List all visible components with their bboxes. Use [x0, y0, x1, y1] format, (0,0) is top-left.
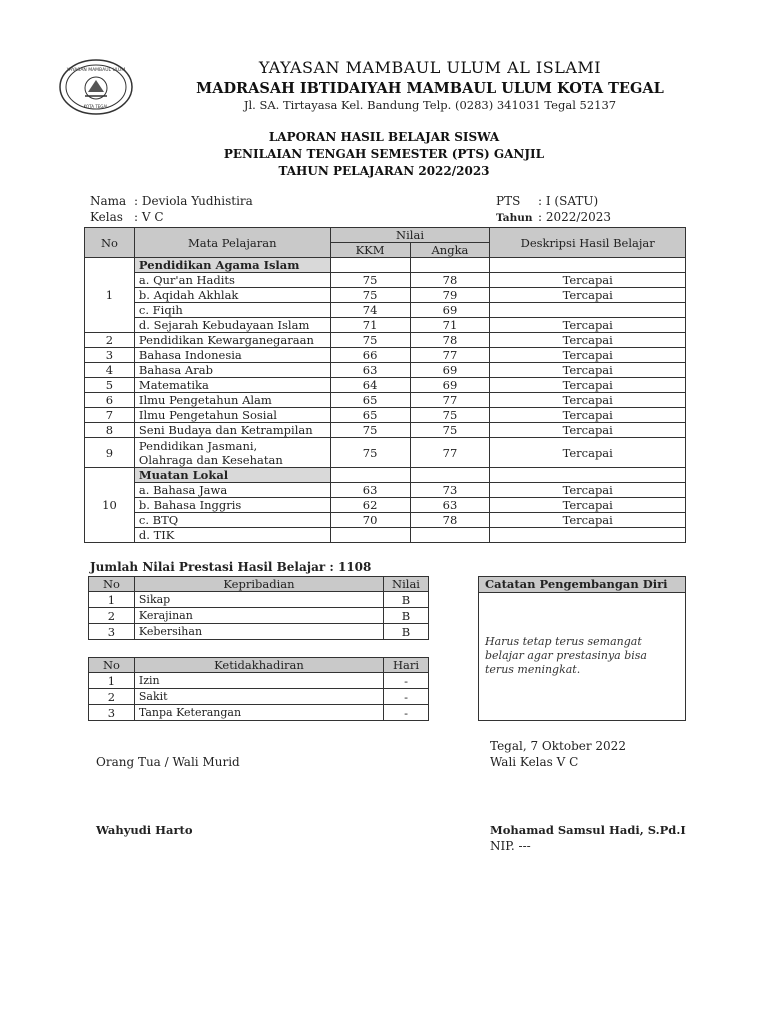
class-value: : V C — [134, 210, 164, 224]
personality-table: No Kepribadian Nilai 1 Sikap B 2 Kerajinan B 3 Kebersihan B — [88, 576, 429, 640]
notes-title: Catatan Pengembangan Diri — [479, 577, 685, 593]
table-row — [85, 258, 686, 273]
name-value: : Deviola Yudhistira — [134, 194, 253, 208]
table-row: d. Sejarah Kebudayaan Islam 71 71 Tercapai — [85, 318, 686, 333]
pts-row — [496, 194, 598, 208]
teacher-nip: NIP. --- — [490, 839, 531, 853]
head-nilai: Nilai — [330, 228, 490, 243]
note-line: belajar agar prestasinya bisa — [485, 649, 647, 662]
table-row: a. Bahasa Jawa 63 73 Tercapai — [85, 483, 686, 498]
parent-name: Wahyudi Harto — [96, 823, 193, 837]
row-no: 1 — [85, 258, 135, 333]
table-row: 1 Sikap B — [89, 592, 429, 608]
place-date: Tegal, 7 Oktober 2022 — [490, 739, 626, 753]
school-name: MADRASAH IBTIDAIYAH MAMBAUL ULUM KOTA TEGAL — [196, 80, 664, 97]
table-row: 3 Bahasa Indonesia 66 77 Tercapai — [85, 348, 686, 363]
report-title: LAPORAN HASIL BELAJAR SISWA — [268, 130, 500, 144]
table-row: b. Aqidah Akhlak 75 79 Tercapai — [85, 288, 686, 303]
teacher-label: Wali Kelas V C — [490, 755, 579, 769]
report-year: TAHUN PELAJARAN 2022/2023 — [278, 164, 490, 178]
table-row: 1 Izin - — [89, 673, 429, 689]
attendance-table: No Ketidakhadiran Hari 1 Izin - 2 Sakit - 3 Tanpa Keterangan - — [88, 657, 429, 721]
svg-text:KOTA TEGAL: KOTA TEGAL — [83, 104, 109, 109]
table-row: 9 Pendidikan Jasmani, Olahraga dan Kesehatan 75 77 Tercapai — [85, 438, 686, 468]
student-class-row — [90, 210, 164, 224]
section-title: Muatan Lokal — [134, 468, 330, 483]
parent-label: Orang Tua / Wali Murid — [96, 755, 240, 769]
table-row: a. Qur'an Hadits 75 78 Tercapai — [85, 273, 686, 288]
name-label: Nama — [90, 194, 127, 208]
year-row — [496, 210, 611, 224]
head-subject: Mata Pelajaran — [134, 228, 330, 258]
table-row: 8 Seni Budaya dan Ketrampilan 75 75 Tercapai — [85, 423, 686, 438]
notes-box — [478, 576, 686, 721]
school-logo — [58, 58, 134, 116]
table-row: 3 Kebersihan B — [89, 624, 429, 640]
pts-label: PTS — [496, 194, 521, 208]
note-line: Harus tetap terus semangat — [485, 635, 642, 648]
section-title: Pendidikan Agama Islam — [134, 258, 330, 273]
head-no: No — [85, 228, 135, 258]
grades-table — [84, 227, 686, 543]
svg-text:YAYASAN MAMBAUL ULUM: YAYASAN MAMBAUL ULUM — [66, 68, 126, 73]
class-label: Kelas — [90, 210, 123, 224]
teacher-name: Mohamad Samsul Hadi, S.Pd.I — [490, 823, 686, 837]
year-value: : 2022/2023 — [538, 210, 611, 224]
table-row: c. BTQ 70 78 Tercapai — [85, 513, 686, 528]
table-row — [85, 468, 686, 483]
table-row: 2 Kerajinan B — [89, 608, 429, 624]
note-line: terus meningkat. — [485, 663, 581, 676]
table-row: 3 Tanpa Keterangan - — [89, 705, 429, 721]
table-row: d. TIK — [85, 528, 686, 543]
table-row: 2 Pendidikan Kewarganegaraan 75 78 Tercapai — [85, 333, 686, 348]
student-name-row — [90, 194, 253, 208]
table-row: 7 Ilmu Pengetahun Sosial 65 75 Tercapai — [85, 408, 686, 423]
head-description: Deskripsi Hasil Belajar — [490, 228, 686, 258]
total-score: Jumlah Nilai Prestasi Hasil Belajar : 1108 — [90, 560, 372, 574]
foundation-name: YAYASAN MAMBAUL ULUM AL ISLAMI — [258, 58, 602, 77]
school-address: Jl. SA. Tirtayasa Kel. Bandung Telp. (0283) 341031 Tegal 52137 — [243, 98, 617, 112]
year-label: Tahun — [496, 212, 533, 224]
report-subtitle: PENILAIAN TENGAH SEMESTER (PTS) GANJIL — [223, 147, 545, 161]
table-row: 5 Matematika 64 69 Tercapai — [85, 378, 686, 393]
table-row: c. Fiqih 74 69 — [85, 303, 686, 318]
row-no: 10 — [85, 468, 135, 543]
table-row: 6 Ilmu Pengetahun Alam 65 77 Tercapai — [85, 393, 686, 408]
head-angka: Angka — [410, 243, 490, 258]
table-row: 4 Bahasa Arab 63 69 Tercapai — [85, 363, 686, 378]
head-kkm: KKM — [330, 243, 410, 258]
pts-value: : I (SATU) — [538, 194, 599, 208]
table-row: b. Bahasa Inggris 62 63 Tercapai — [85, 498, 686, 513]
table-row: 2 Sakit - — [89, 689, 429, 705]
